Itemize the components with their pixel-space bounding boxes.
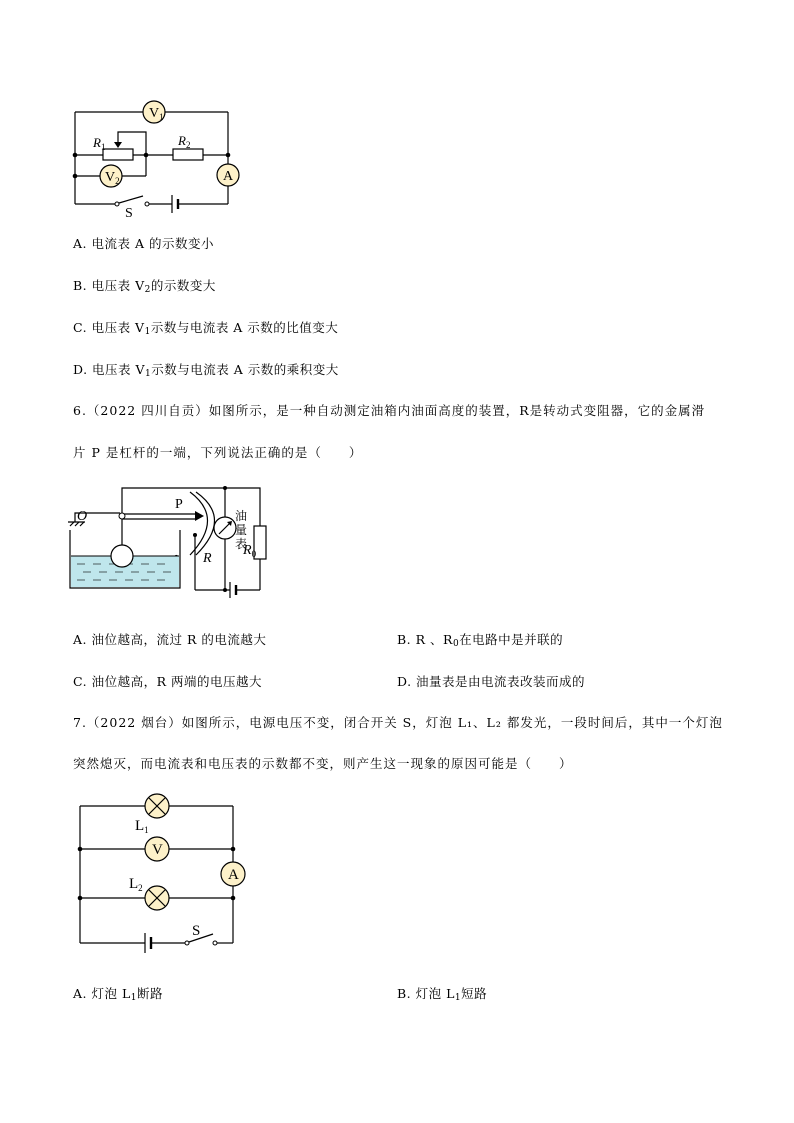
q7-s-label: S <box>192 923 201 939</box>
q7-l1-label: L <box>135 818 145 834</box>
q5-option-a: A. 电流表 A 的示数变小 <box>73 236 214 251</box>
float-ball-icon <box>111 545 133 567</box>
q6-p-label: P <box>175 497 183 512</box>
svg-text:L1: $L_1$ <box>135 818 149 835</box>
q6-meter-label-2: 量 <box>235 523 248 537</box>
q7-option-a: A. 灯泡 $L_1$断路 <box>73 986 163 1003</box>
q5-option-b: B. 电压表 $V_2$的示数变大 <box>73 278 216 295</box>
lamp-l1-icon <box>145 794 169 818</box>
q5-s-label: S <box>125 206 133 217</box>
q6-meter-label-1: 油 <box>235 509 248 523</box>
q6-oil-gauge-diagram <box>65 480 285 605</box>
q6-r-label: R <box>203 551 212 566</box>
q5-a-label: A <box>223 169 234 184</box>
q6-option-d: D. 油量表是由电流表改装而成的 <box>397 674 586 689</box>
q6-r0-label: R <box>243 543 252 558</box>
q5-r1-label: R <box>93 135 101 150</box>
lamp-l2-icon <box>145 886 169 910</box>
q7-circuit-diagram <box>65 788 255 953</box>
q5-r2-label: R <box>178 133 186 148</box>
q5-v1-label: V <box>149 106 160 121</box>
q6-meter-label-3: 表 <box>235 537 248 551</box>
q5-option-d: D. 电压表 $V_1$示数与电流表 A 示数的乘积变大 <box>73 362 339 379</box>
svg-text:R0: $R_0$ <box>243 543 257 559</box>
svg-text:L2: $L_2$ <box>129 876 143 893</box>
q6-o-label: O <box>77 509 88 524</box>
q7-a-label: A <box>228 867 239 883</box>
q6-stem-line1: 6.（2022 四川自贡）如图所示，是一种自动测定油箱内油面高度的装置，R是转动式变阻器，它的金属滑 <box>73 403 706 418</box>
svg-text:R2: $R_2$ <box>178 133 191 150</box>
q7-stem-line1: 7.（2022 烟台）如图所示，电源电压不变，闭合开关 S，灯泡 L₁、L₂ 都发光，一段时间后，其中一个灯泡 <box>73 715 723 730</box>
q5-circuit-diagram <box>60 92 250 217</box>
svg-text:V1: $V_1$ <box>149 106 164 122</box>
q6-option-a: A. 油位越高，流过 R 的电流越大 <box>73 632 267 647</box>
q6-option-b: B. R 、$R_0$在电路中是并联的 <box>397 632 564 649</box>
q5-v2-label: V <box>105 170 116 185</box>
q7-stem-line2: 突然熄灭，而电流表和电压表的示数都不变，则产生这一现象的原因可能是（ ） <box>73 756 573 771</box>
q5-option-c: C. 电压表 $V_1$示数与电流表 A 示数的比值变大 <box>73 320 339 337</box>
q7-l2-label: L <box>129 876 139 892</box>
svg-text:V2: $V_2$ <box>105 170 120 186</box>
q7-v-label: V <box>152 842 163 858</box>
q7-option-b: B. 灯泡 $L_1$短路 <box>397 986 488 1003</box>
q6-stem-line2: 片 P 是杠杆的一端，下列说法正确的是（ ） <box>73 445 363 460</box>
svg-text:R1: $R_1$ <box>93 135 106 152</box>
q6-option-c: C. 油位越高，R 两端的电压越大 <box>73 674 262 689</box>
